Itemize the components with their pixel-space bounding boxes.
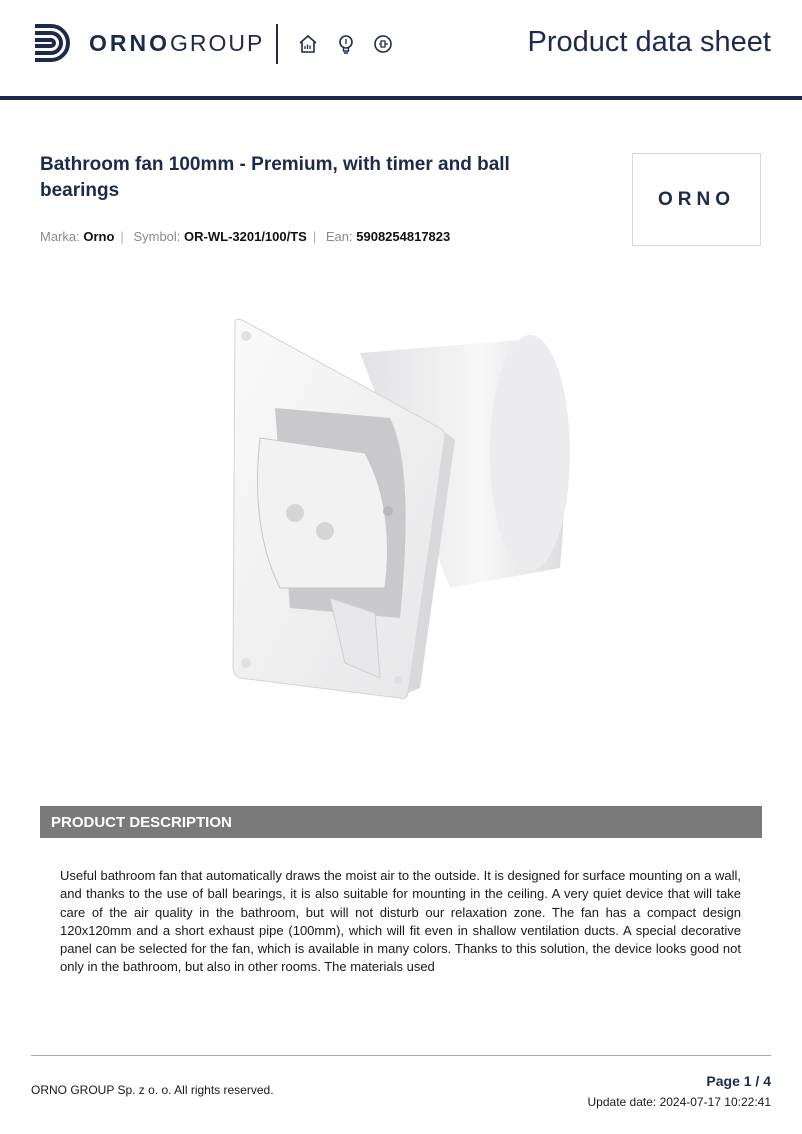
header-rule <box>0 96 802 100</box>
product-description-text: Useful bathroom fan that automatically draws the moist air to the outside. It is designed for surface mounting on a wall, and thanks to the use of ball bearings, it is also suitable for mounting in the ceiling. A very quiet device that will take care of the air quality in the bathroom, but will not disturb our relaxation zone. The fan has a compact design 120x120mm and a short exhaust pipe (100mm), which will fit even in shallow ventilation ducts. A special decorative panel can be selected for the fan, which is available in many colors. Thanks to this solution, the device looks good not only in the bathroom, but also in other rooms. The materials used <box>60 868 741 975</box>
logo-text-group: GROUP <box>170 29 265 56</box>
marka-value: Orno <box>83 229 115 244</box>
product-title: Bathroom fan 100mm - Premium, with timer and ball bearings <box>40 154 510 201</box>
header-divider <box>276 24 278 64</box>
logo-text-orno: ORNO <box>89 29 170 56</box>
ean-label: Ean: <box>325 229 353 244</box>
orno-logo-mark-icon <box>33 22 75 64</box>
product-description-header <box>40 806 762 838</box>
brand-logo-box <box>632 153 761 246</box>
lightbulb-icon <box>335 33 357 55</box>
marka-label: Marka: <box>40 229 80 244</box>
update-date: Update date: 2024-07-17 10:22:41 <box>587 1095 771 1109</box>
brand-logo-text: ORNO <box>658 188 735 210</box>
product-image-bathroom-fan <box>150 268 656 776</box>
power-plug-icon <box>372 33 394 55</box>
ean-value: 5908254817823 <box>356 229 451 244</box>
document-title: Product data sheet <box>527 26 771 58</box>
symbol-value: OR-WL-3201/100/TS <box>184 229 307 244</box>
page-number: Page 1 / 4 <box>706 1073 771 1089</box>
footer-rule <box>31 1055 771 1056</box>
orno-group-logo <box>33 22 264 64</box>
copyright-text: ORNO GROUP Sp. z o. o. All rights reserved. <box>31 1083 274 1097</box>
product-meta: Marka: Orno | Symbol: OR-WL-3201/100/TS | Ean: 5908254817823 <box>40 229 451 244</box>
symbol-label: Symbol: <box>133 229 181 244</box>
section-title: PRODUCT DESCRIPTION <box>51 814 232 831</box>
page-header <box>0 0 802 98</box>
home-icon <box>297 33 319 55</box>
